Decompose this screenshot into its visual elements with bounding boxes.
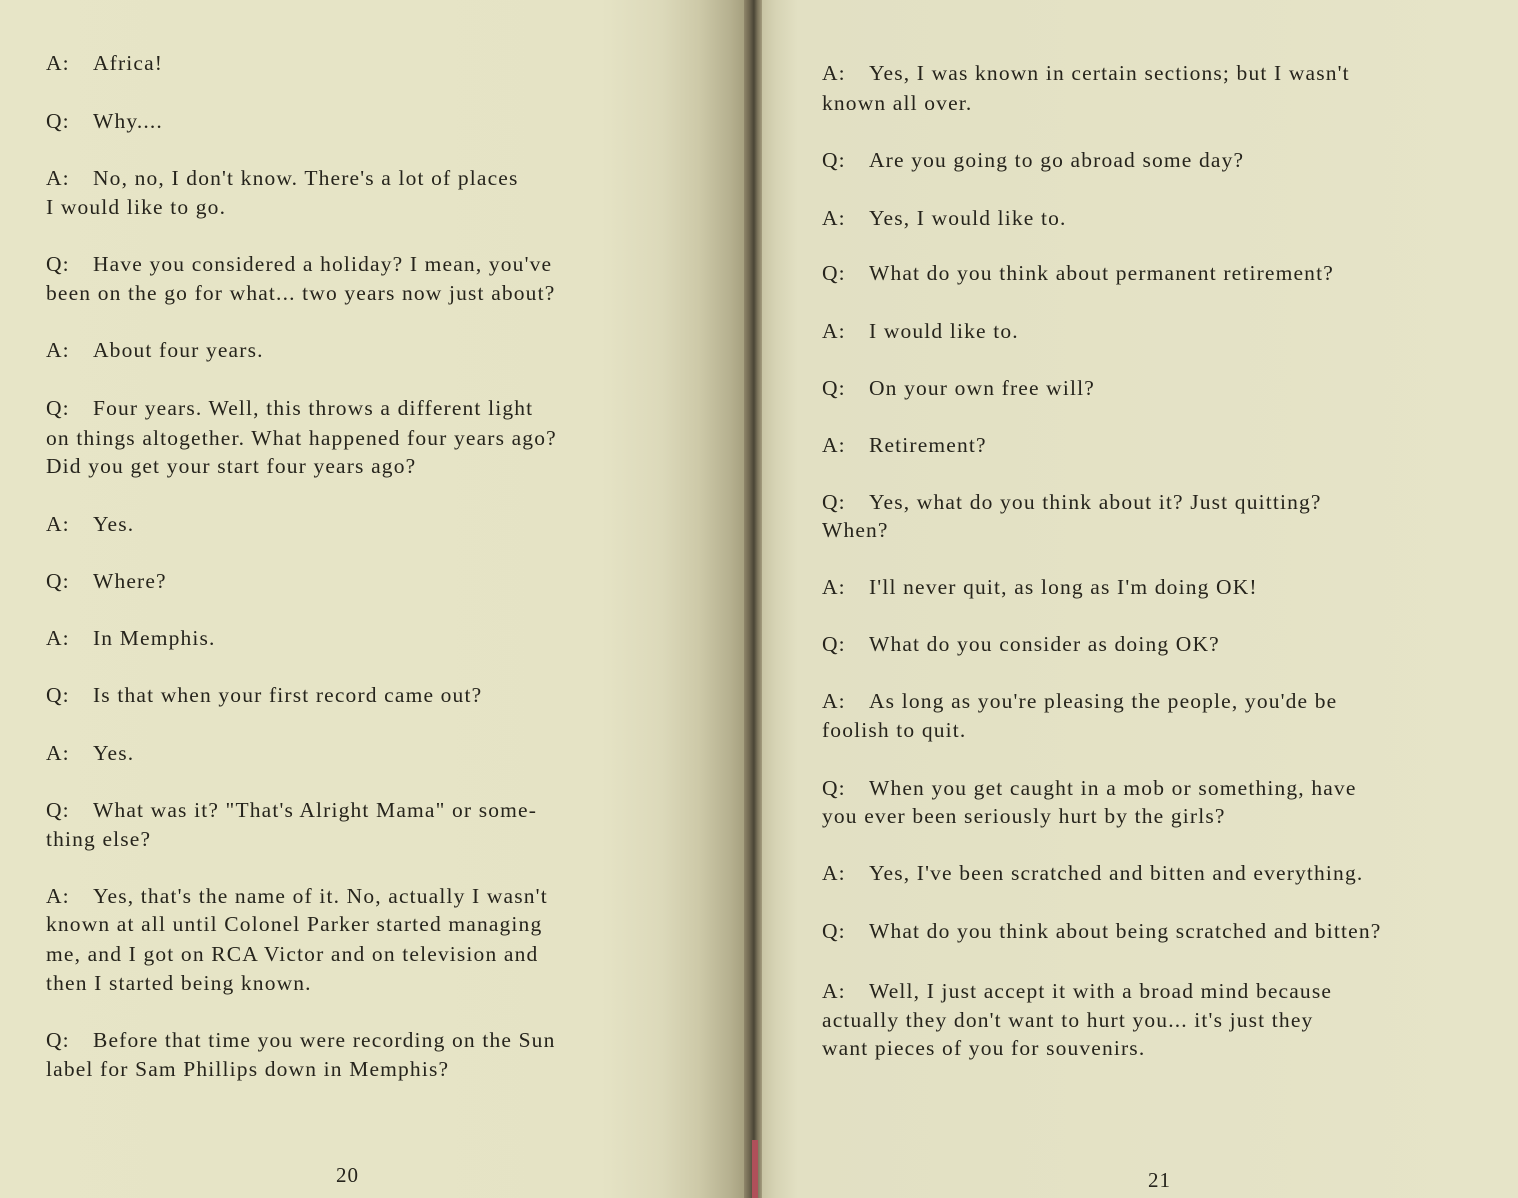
line-text: Did you get your start four years ago? [46, 454, 417, 478]
text-line [822, 806, 1226, 828]
text-line [46, 456, 416, 478]
text-line [822, 634, 1220, 656]
line-text: me, and I got on RCA Victor and on television and [46, 942, 539, 966]
speaker-label: Q: [46, 1028, 70, 1052]
book-spine [744, 0, 762, 1198]
text-line [46, 283, 555, 305]
text-line [822, 208, 1067, 230]
line-text: When? [822, 518, 889, 542]
text-line [46, 800, 537, 822]
text-line [822, 720, 966, 742]
line-text: On your own free will? [869, 376, 1095, 400]
line-text: I would like to go. [46, 195, 227, 219]
text-line [46, 944, 538, 966]
speaker-label: A: [822, 319, 846, 343]
text-line [822, 691, 1337, 713]
speaker-label: Q: [822, 148, 846, 172]
text-line [822, 263, 1334, 285]
speaker-label: A: [46, 338, 70, 362]
text-line [822, 378, 1095, 400]
text-line [822, 577, 1258, 599]
line-text: Yes, what do you think about it? Just quitting? [869, 490, 1322, 514]
line-text: foolish to quit. [822, 718, 967, 742]
line-text: Where? [93, 569, 167, 593]
text-line [822, 981, 1332, 1003]
text-line [46, 1059, 449, 1081]
text-line [822, 921, 1381, 943]
text-line [46, 1030, 555, 1052]
speaker-label: Q: [822, 261, 846, 285]
text-line [46, 628, 216, 650]
line-text: What do you consider as doing OK? [869, 632, 1220, 656]
text-line [822, 321, 1019, 343]
line-text: Retirement? [869, 433, 987, 457]
text-line [822, 492, 1322, 514]
speaker-label: Q: [822, 490, 846, 514]
line-text: Have you considered a holiday? I mean, you've [93, 252, 553, 276]
speaker-label: Q: [822, 376, 846, 400]
page-number-right: 21 [1148, 1168, 1171, 1192]
text-line [822, 63, 1350, 85]
line-text: thing else? [46, 827, 152, 851]
text-line [46, 428, 557, 450]
speaker-label: Q: [822, 919, 846, 943]
line-text: When you get caught in a mob or something, have [869, 776, 1357, 800]
page-number-left: 20 [336, 1163, 359, 1187]
line-text: actually they don't want to hurt you... it's just they [822, 1008, 1314, 1032]
line-text: In Memphis. [93, 626, 216, 650]
line-text: Why.... [93, 109, 163, 133]
line-text: Are you going to go abroad some day? [869, 148, 1245, 172]
text-line [46, 743, 134, 765]
speaker-label: A: [822, 575, 846, 599]
speaker-label: A: [822, 979, 846, 1003]
text-line [822, 1010, 1313, 1032]
line-text: Yes, I was known in certain sections; but I wasn't [869, 61, 1350, 85]
speaker-label: A: [46, 51, 70, 75]
text-line [46, 829, 151, 851]
text-line [46, 53, 163, 75]
speaker-label: Q: [46, 683, 70, 707]
text-line [822, 435, 987, 457]
text-line [46, 168, 519, 190]
text-line [822, 778, 1357, 800]
speaker-label: A: [822, 861, 846, 885]
line-text: Before that time you were recording on the Sun [93, 1028, 556, 1052]
line-text: What was it? "That's Alright Mama" or some- [93, 798, 538, 822]
speaker-label: A: [822, 689, 846, 713]
line-text: Africa! [93, 51, 164, 75]
text-line [46, 571, 167, 593]
line-text: Well, I just accept it with a broad mind because [869, 979, 1333, 1003]
line-text: on things altogether. What happened four years ago? [46, 426, 557, 450]
line-text: known all over. [822, 91, 973, 115]
speaker-label: A: [46, 626, 70, 650]
speaker-label: A: [822, 206, 846, 230]
text-line [822, 520, 889, 542]
text-line [46, 254, 552, 276]
text-line [822, 150, 1244, 172]
speaker-label: A: [46, 512, 70, 536]
text-line [46, 340, 264, 362]
text-line [822, 93, 972, 115]
speaker-label: Q: [822, 632, 846, 656]
speaker-label: A: [46, 884, 70, 908]
line-text: label for Sam Phillips down in Memphis? [46, 1057, 450, 1081]
speaker-label: A: [46, 741, 70, 765]
speaker-label: Q: [46, 252, 70, 276]
line-text: What do you think about being scratched and bitten? [869, 919, 1382, 943]
speaker-label: Q: [46, 396, 70, 420]
speaker-label: Q: [46, 109, 70, 133]
text-line [822, 863, 1363, 885]
line-text: As long as you're pleasing the people, you'de be [869, 689, 1338, 713]
text-line [46, 111, 163, 133]
line-text: About four years. [93, 338, 264, 362]
line-text: known at all until Colonel Parker started managing [46, 912, 543, 936]
line-text: Is that when your first record came out? [93, 683, 483, 707]
line-text: No, no, I don't know. There's a lot of places [93, 166, 519, 190]
text-line [46, 514, 134, 536]
line-text: Four years. Well, this throws a different light [93, 396, 534, 420]
spine-binding-strip [752, 1140, 758, 1198]
line-text: Yes, I would like to. [869, 206, 1067, 230]
speaker-label: Q: [822, 776, 846, 800]
text-line [46, 398, 533, 420]
line-text: Yes, I've been scratched and bitten and everything. [869, 861, 1364, 885]
text-line [46, 197, 226, 219]
speaker-label: Q: [46, 798, 70, 822]
speaker-label: A: [822, 61, 846, 85]
line-text: I would like to. [869, 319, 1019, 343]
line-text: want pieces of you for souvenirs. [822, 1036, 1146, 1060]
line-text: you ever been seriously hurt by the girls? [822, 804, 1226, 828]
line-text: Yes. [93, 512, 135, 536]
speaker-label: A: [822, 433, 846, 457]
text-line [46, 886, 548, 908]
text-line [822, 1038, 1145, 1060]
text-line [46, 685, 482, 707]
text-line [46, 914, 542, 936]
text-line [46, 973, 312, 995]
line-text: Yes. [93, 741, 135, 765]
speaker-label: A: [46, 166, 70, 190]
line-text: I'll never quit, as long as I'm doing OK! [869, 575, 1258, 599]
line-text: been on the go for what... two years now just about? [46, 281, 556, 305]
line-text: Yes, that's the name of it. No, actually I wasn't [93, 884, 548, 908]
speaker-label: Q: [46, 569, 70, 593]
line-text: What do you think about permanent retirement? [869, 261, 1334, 285]
line-text: then I started being known. [46, 971, 312, 995]
